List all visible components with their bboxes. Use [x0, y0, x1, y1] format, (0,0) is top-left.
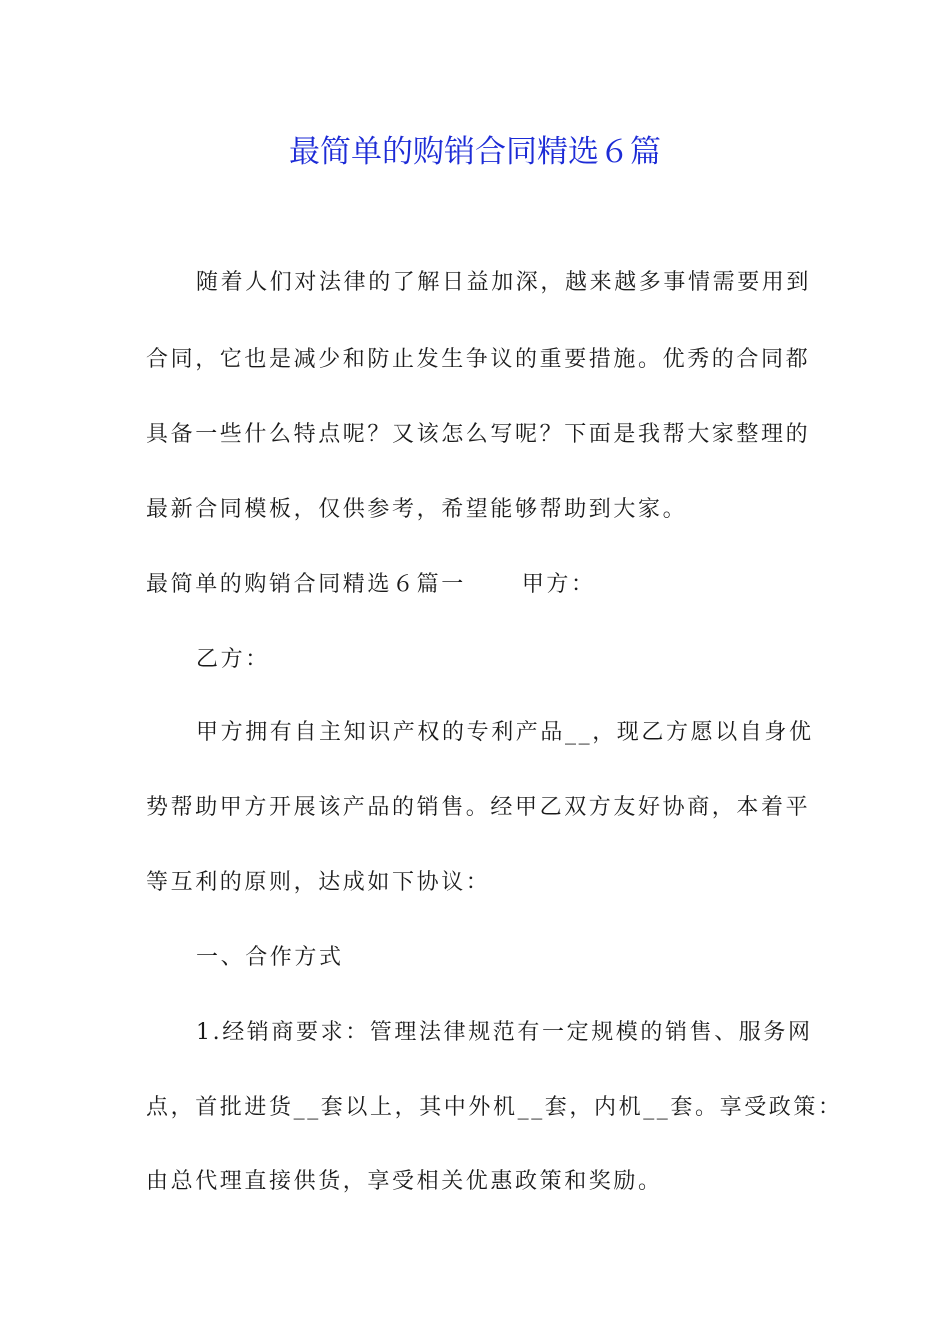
clause-line: 点，首批进货__套以上，其中外机__套，内机__套。享受政策： — [146, 1095, 843, 1120]
section-heading: 最简单的购销合同精选６篇一 — [146, 572, 466, 597]
clause-line: 由总代理直接供货，享受相关优惠政策和奖励。 — [146, 1169, 663, 1194]
intro-line: 最新合同模板，仅供参考，希望能够帮助到大家。 — [146, 497, 688, 522]
clause-heading: 一、合作方式 — [196, 945, 344, 970]
paragraph-line: 等互利的原则，达成如下协议： — [146, 870, 491, 895]
intro-line: 合同，它也是减少和防止发生争议的重要措施。优秀的合同都 — [146, 347, 811, 372]
intro-line: 具备一些什么特点呢？又该怎么写呢？下面是我帮大家整理的 — [146, 422, 811, 447]
clause-line: 1.经销商要求：管理法律规范有一定规模的销售、服务网 — [196, 1020, 813, 1045]
party-a-label: 甲方： — [521, 572, 596, 597]
section-heading-line — [146, 570, 816, 600]
paragraph-line: 甲方拥有自主知识产权的专利产品__，现乙方愿以自身优 — [196, 720, 814, 745]
document-title: 最简单的购销合同精选６篇 — [289, 134, 661, 170]
paragraph-line: 势帮助甲方开展该产品的销售。经甲乙双方友好协商，本着平 — [146, 795, 811, 820]
intro-line: 随着人们对法律的了解日益加深，越来越多事情需要用到 — [196, 270, 812, 295]
party-b-label: 乙方： — [196, 647, 270, 672]
